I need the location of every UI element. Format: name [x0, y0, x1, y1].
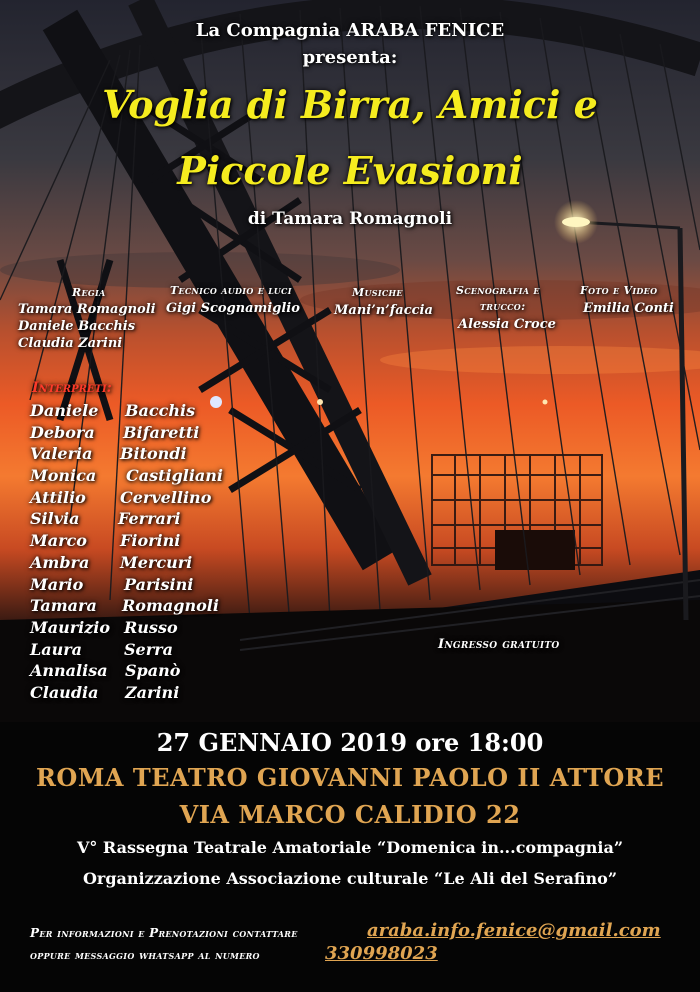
- festival-line: V° Rassegna Teatrale Amatoriale “Domenica in...compagnia”: [76, 838, 624, 857]
- credit-heading-regia: Regia: [72, 286, 106, 299]
- presents-line: presenta:: [302, 47, 398, 68]
- credit-heading-scenografia: Scenografia e: [456, 284, 540, 297]
- credit-value-regia-1: Tamara Romagnoli: [18, 302, 156, 317]
- cast-first-name: Tamara: [30, 596, 97, 616]
- credit-heading-audio: Tecnico audio e luci: [170, 284, 292, 297]
- cast-last-name: Fiorini: [120, 531, 181, 551]
- event-venue: ROMA TEATRO GIOVANNI PAOLO II ATTORE: [35, 763, 665, 792]
- cast-first-name: Silvia: [30, 509, 80, 529]
- cast-first-name: Maurizio: [30, 617, 111, 637]
- credit-value-regia-3: Claudia Zarini: [18, 336, 123, 351]
- cast-first-name: Monica: [30, 466, 97, 486]
- event-date-time: 27 GENNAIO 2019 ore 18:00: [156, 728, 544, 757]
- author-line: di Tamara Romagnoli: [247, 209, 453, 229]
- show-title-line-1: Voglia di Birra, Amici e: [102, 82, 598, 127]
- cast-last-name: Parisini: [124, 574, 194, 594]
- cast-last-name: Cervellino: [120, 487, 212, 507]
- cast-first-name: Attilio: [30, 487, 86, 507]
- credit-value-foto-video: Emilia Conti: [583, 301, 674, 316]
- cast-last-name: Russo: [124, 617, 178, 637]
- cast-last-name: Ferrari: [118, 509, 181, 529]
- cast-first-name: Annalisa: [30, 661, 108, 681]
- cast-first-name: Debora: [30, 422, 95, 442]
- credit-value-regia-2: Daniele Bacchis: [18, 319, 136, 334]
- credit-value-audio: Gigi Scognamiglio: [166, 301, 300, 316]
- cast-first-name: Claudia: [30, 682, 99, 702]
- cast-last-name: Bitondi: [120, 444, 187, 464]
- cast-last-name: Spanò: [125, 661, 181, 681]
- cast-last-name: Mercuri: [120, 552, 193, 572]
- cast-first-name: Mario: [30, 574, 84, 594]
- cast-heading: Interpreti:: [32, 380, 112, 396]
- credit-value-musiche: Mani’n’faccia: [334, 303, 433, 318]
- event-address: VIA MARCO CALIDIO 22: [179, 800, 521, 829]
- whatsapp-phone-link[interactable]: 330998023: [325, 943, 438, 964]
- cast-first-name: Laura: [30, 639, 83, 659]
- info-whatsapp-label: oppure messaggio whatsapp al numero: [30, 948, 260, 962]
- cast-last-name: Castigliani: [126, 466, 223, 486]
- credit-heading-trucco: trucco:: [480, 300, 526, 313]
- organization-line: Organizzazione Associazione culturale “Le Ali del Serafino”: [82, 869, 618, 888]
- contact-email-link[interactable]: araba.info.fenice@gmail.com: [367, 920, 661, 941]
- cast-last-name: Bifaretti: [123, 422, 200, 442]
- cast-last-name: Zarini: [125, 682, 180, 702]
- cast-first-name: Valeria: [30, 444, 93, 464]
- cast-first-name: Ambra: [30, 552, 90, 572]
- cast-last-name: Serra: [124, 639, 173, 659]
- credit-heading-musiche: Musiche: [352, 286, 403, 299]
- company-line: La Compagnia ARABA FENICE: [195, 20, 505, 41]
- cast-first-name: Daniele: [30, 401, 99, 420]
- info-contact-label: Per informazioni e Prenotazioni contattare: [30, 926, 298, 940]
- show-title-line-2: Piccole Evasioni: [177, 148, 523, 193]
- credit-value-scenografia: Alessia Croce: [458, 317, 556, 332]
- cast-last-name: Bacchis: [125, 401, 196, 420]
- cast-first-name: Marco: [30, 531, 87, 551]
- credit-heading-foto-video: Foto e Video: [580, 284, 658, 297]
- free-entry-note: Ingresso gratuito: [438, 637, 560, 652]
- cast-last-name: Romagnoli: [122, 596, 219, 616]
